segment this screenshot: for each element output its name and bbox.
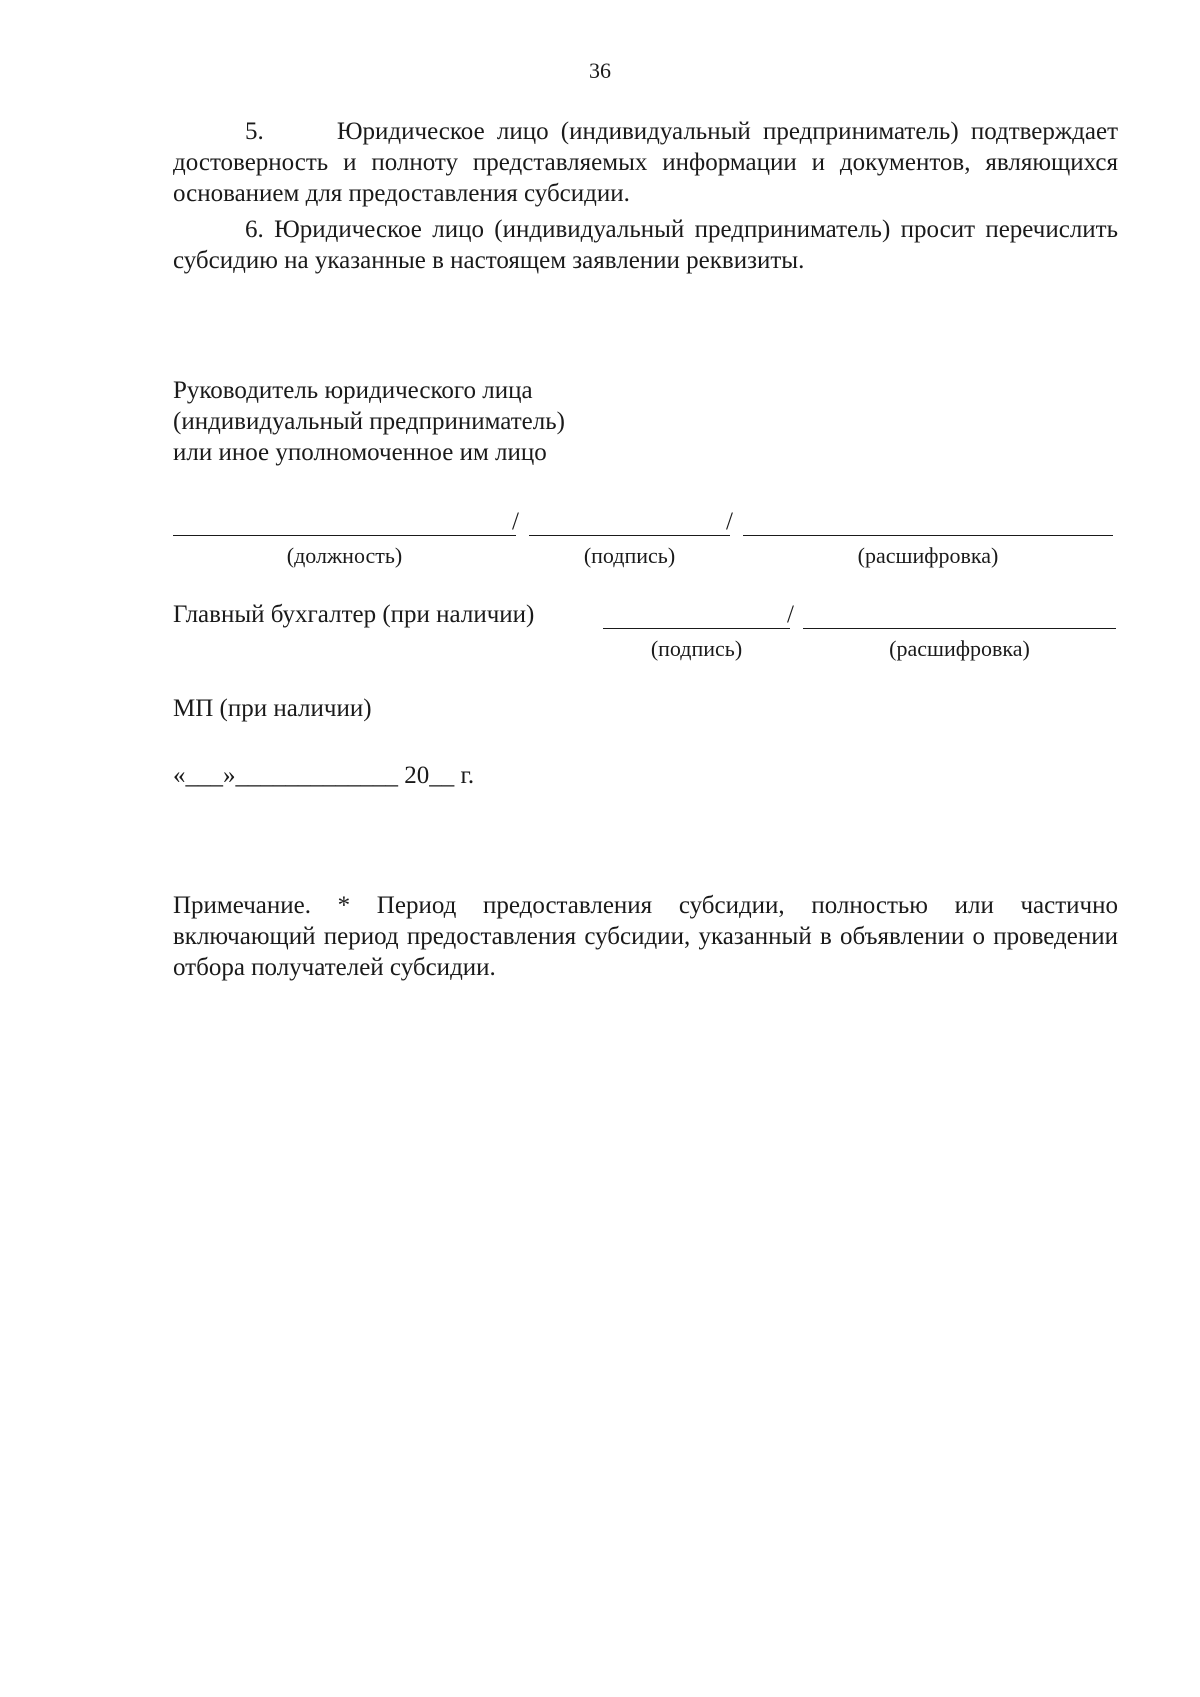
signer-line-2: (индивидуальный предприниматель) (173, 408, 565, 435)
slash-1: / (512, 508, 519, 535)
accountant-decoding-line (803, 628, 1116, 629)
slash-2: / (726, 508, 733, 535)
date-line: «___»_____________ 20__ г. (173, 762, 475, 789)
signer-block (173, 375, 565, 468)
accountant-caption-decoding: (расшифровка) (889, 636, 1030, 661)
paragraph-6: 6. Юридическое лицо (индивидуальный предприниматель) просит перечислить субсидию на указанные в настоящем заявлении реквизиты. (173, 216, 1118, 274)
signature-blank-line (529, 535, 730, 536)
accountant-caption-signature: (подпись) (650, 636, 743, 661)
signer-line-3: или иное уполномоченное им лицо (173, 439, 547, 466)
paragraph-5: 5. Юридическое лицо (индивидуальный предприниматель) подтверждает достоверность и полноту представляемых информации и документов, являющихся основанием для предоставления субсидии. (173, 118, 1118, 207)
caption-position: (должность) (286, 543, 403, 568)
accountant-label: Главный бухгалтер (при наличии) (173, 601, 535, 628)
accountant-slash: / (787, 601, 794, 628)
caption-signature: (подпись) (583, 543, 676, 568)
signer-line-1: Руководитель юридического лица (173, 377, 533, 404)
accountant-signature-line (603, 628, 790, 629)
position-blank-line (173, 535, 516, 536)
page-number: 36 (589, 58, 611, 83)
caption-decoding: (расшифровка) (857, 543, 999, 568)
stamp-label: МП (при наличии) (173, 695, 372, 722)
note-paragraph: Примечание. * Период предоставления субсидии, полностью или частично включающий период предоставления субсидии, указанный в объявлении о проведении отбора получателей субсидии. (173, 892, 1118, 981)
decoding-blank-line (743, 535, 1113, 536)
